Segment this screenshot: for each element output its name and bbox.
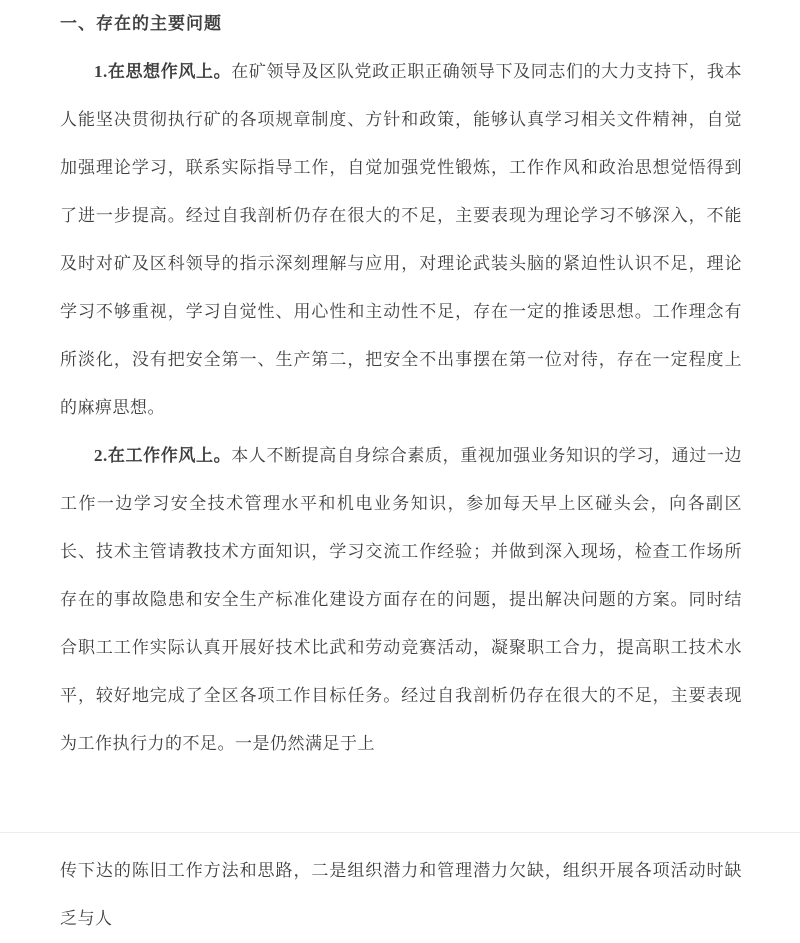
- document-page-2: [0, 833, 800, 943]
- paragraph-2-lead: 2.在工作作风上。: [94, 446, 232, 465]
- page-break-gap: [0, 768, 800, 832]
- paragraph-2: [60, 432, 742, 768]
- paragraph-2-body: 本人不断提高自身综合素质，重视加强业务知识的学习，通过一边工作一边学习安全技术管理水平和机电业务知识，参加每天早上区碰头会，向各副区长、技术主管请教技术方面知识，学习交流工作经验；并做到深入现场，检查工作场所存在的事故隐患和安全生产标准化建设方面存在的问题，提出解决问题的方案。同时结合职工工作实际认真开展好技术比武和劳动竞赛活动，凝聚职工合力，提高职工技术水平，较好地完成了全区各项工作目标任务。经过自我剖析仍存在很大的不足，主要表现为工作执行力的不足。一是仍然满足于上: [60, 446, 743, 753]
- paragraph-1-lead: 1.在思想作风上。: [94, 62, 232, 81]
- document-heading: 一、存在的主要问题: [60, 14, 222, 33]
- paragraph-1: [60, 48, 742, 432]
- paragraph-1-body: 在矿领导及区队党政正职正确领导下及同志们的大力支持下，我本人能坚决贯彻执行矿的各项规章制度、方针和政策，能够认真学习相关文件精神，自觉加强理论学习，联系实际指导工作，自觉加强党性锻炼，工作作风和政治思想觉悟得到了进一步提高。经过自我剖析仍存在很大的不足，主要表现为理论学习不够深入，不能及时对矿及区科领导的指示深刻理解与应用，对理论武装头脑的紧迫性认识不足，理论学习不够重视，学习自觉性、用心性和主动性不足，存在一定的推诿思想。工作理念有所淡化，没有把安全第一、生产第二，把安全不出事摆在第一位对待，存在一定程度上的麻痹思想。: [60, 62, 743, 417]
- continuation-text: 传下达的陈旧工作方法和思路，二是组织潜力和管理潜力欠缺，组织开展各项活动时缺乏与人: [60, 861, 742, 928]
